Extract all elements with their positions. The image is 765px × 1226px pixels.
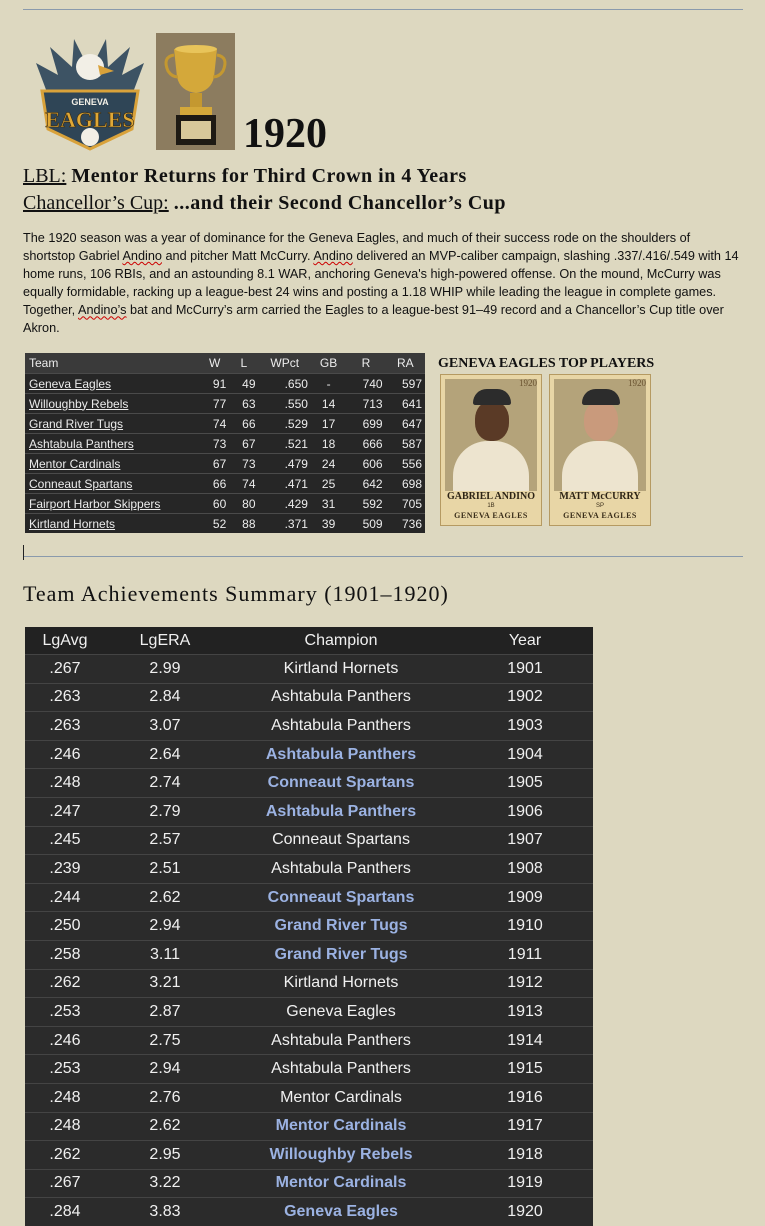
year-cell: 1905 — [457, 769, 593, 798]
champion-cell: Geneva Eagles — [225, 1198, 457, 1226]
team-link[interactable]: Willoughby Rebels — [25, 394, 200, 414]
year-cell: 1914 — [457, 1026, 593, 1055]
year-cell: 1902 — [457, 683, 593, 712]
lgera-cell: 2.51 — [105, 855, 225, 884]
year-cell: 1904 — [457, 740, 593, 769]
champion-cell: Mentor Cardinals — [225, 1169, 457, 1198]
champion-cell: Conneaut Spartans — [225, 826, 457, 855]
table-row — [25, 414, 425, 434]
stat-cell: 592 — [346, 494, 385, 514]
stat-cell: .371 — [259, 514, 311, 534]
table-row — [25, 855, 593, 884]
stat-cell: 597 — [386, 374, 425, 394]
champion-cell: Willoughby Rebels — [225, 1141, 457, 1170]
table-row — [25, 969, 593, 998]
team-link[interactable]: Fairport Harbor Skippers — [25, 494, 200, 514]
table-row — [25, 1141, 593, 1170]
table-row — [25, 655, 593, 684]
svg-text:EAGLES: EAGLES — [45, 107, 135, 132]
stat-cell: 80 — [229, 494, 258, 514]
player-photo — [554, 379, 646, 491]
stat-cell: 73 — [229, 454, 258, 474]
year-cell: 1912 — [457, 969, 593, 998]
champion-cell: Ashtabula Panthers — [225, 855, 457, 884]
table-row — [25, 683, 593, 712]
top-players-title: GENEVA EAGLES TOP PLAYERS — [438, 356, 655, 371]
lgavg-cell: .267 — [25, 655, 105, 684]
col-lgera: LgERA — [105, 627, 225, 655]
stat-cell: .521 — [259, 434, 311, 454]
table-row — [25, 826, 593, 855]
year-cell: 1901 — [457, 655, 593, 684]
cap-icon — [582, 389, 620, 405]
lgera-cell: 2.75 — [105, 1026, 225, 1055]
champion-cell: Kirtland Hornets — [225, 655, 457, 684]
col-wpct: WPct — [259, 353, 311, 374]
year-cell: 1903 — [457, 712, 593, 741]
table-row — [25, 494, 425, 514]
stat-cell: 587 — [386, 434, 425, 454]
headline-cup — [23, 191, 506, 215]
year-cell: 1917 — [457, 1112, 593, 1141]
lgavg-cell: .263 — [25, 712, 105, 741]
stat-cell: 24 — [311, 454, 346, 474]
stat-cell: .650 — [259, 374, 311, 394]
stat-cell: 647 — [386, 414, 425, 434]
stat-cell: 77 — [200, 394, 229, 414]
stat-cell: 74 — [200, 414, 229, 434]
stat-cell: 17 — [311, 414, 346, 434]
stat-cell: 88 — [229, 514, 258, 534]
jersey — [453, 441, 529, 491]
lgavg-cell: .284 — [25, 1198, 105, 1226]
champion-cell: Mentor Cardinals — [225, 1083, 457, 1112]
stat-cell: 606 — [346, 454, 385, 474]
player-head — [475, 401, 509, 441]
champion-cell: Grand River Tugs — [225, 940, 457, 969]
lgavg-cell: .253 — [25, 1055, 105, 1084]
player-team: GENEVA EAGLES — [563, 511, 637, 520]
player-position: 1B — [487, 503, 495, 509]
year-cell: 1908 — [457, 855, 593, 884]
lgavg-cell: .253 — [25, 998, 105, 1027]
table-row — [25, 1169, 593, 1198]
champion-cell: Grand River Tugs — [225, 912, 457, 941]
player-team: GENEVA EAGLES — [454, 511, 528, 520]
misspelled-word: Andino — [122, 249, 162, 264]
col-lgavg: LgAvg — [25, 627, 105, 655]
champion-cell: Mentor Cardinals — [225, 1112, 457, 1141]
season-year: 1920 — [243, 111, 327, 157]
lgera-cell: 3.07 — [105, 712, 225, 741]
lgavg-cell: .258 — [25, 940, 105, 969]
table-row — [25, 769, 593, 798]
table-row — [25, 514, 425, 534]
headline-cup-text: ...and their Second Chancellor’s Cup — [173, 192, 507, 214]
achievements-table — [25, 627, 593, 1226]
player-name: GABRIEL ANDINO — [446, 491, 536, 502]
stat-cell: 740 — [346, 374, 385, 394]
stat-cell: 67 — [200, 454, 229, 474]
table-row — [25, 940, 593, 969]
player-head — [584, 401, 618, 441]
card-year: 1920 — [628, 378, 646, 388]
stat-cell: 699 — [346, 414, 385, 434]
trophy-image — [156, 33, 235, 150]
player-card — [440, 374, 542, 526]
stat-cell: 73 — [200, 434, 229, 454]
champion-cell: Ashtabula Panthers — [225, 740, 457, 769]
stat-cell: - — [311, 374, 346, 394]
standings-header-row — [25, 353, 425, 374]
table-row — [25, 1026, 593, 1055]
stat-cell: .429 — [259, 494, 311, 514]
col-gb: GB — [311, 353, 346, 374]
year-cell: 1906 — [457, 797, 593, 826]
table-row — [25, 454, 425, 474]
lgera-cell: 2.94 — [105, 1055, 225, 1084]
stat-cell: 509 — [346, 514, 385, 534]
col-ra: RA — [386, 353, 425, 374]
lgavg-cell: .244 — [25, 883, 105, 912]
year-cell: 1909 — [457, 883, 593, 912]
top-rule — [23, 9, 743, 10]
geneva-eagles-logo — [28, 33, 152, 151]
stat-cell: 74 — [229, 474, 258, 494]
team-link[interactable]: Kirtland Hornets — [25, 514, 200, 534]
champion-cell: Ashtabula Panthers — [225, 683, 457, 712]
champion-cell: Geneva Eagles — [225, 998, 457, 1027]
lgera-cell: 2.87 — [105, 998, 225, 1027]
stat-cell: 91 — [200, 374, 229, 394]
stat-cell: 18 — [311, 434, 346, 454]
stat-cell: .479 — [259, 454, 311, 474]
year-cell: 1911 — [457, 940, 593, 969]
player-card — [549, 374, 651, 526]
table-row — [25, 998, 593, 1027]
team-link[interactable]: Mentor Cardinals — [25, 454, 200, 474]
year-cell: 1916 — [457, 1083, 593, 1112]
lgera-cell: 2.74 — [105, 769, 225, 798]
stat-cell: 66 — [229, 414, 258, 434]
stat-cell: 31 — [311, 494, 346, 514]
stat-cell: .529 — [259, 414, 311, 434]
champion-cell: Ashtabula Panthers — [225, 797, 457, 826]
table-row — [25, 797, 593, 826]
lgera-cell: 2.84 — [105, 683, 225, 712]
year-cell: 1919 — [457, 1169, 593, 1198]
team-link[interactable]: Ashtabula Panthers — [25, 434, 200, 454]
lgavg-cell: .262 — [25, 969, 105, 998]
stat-cell: 642 — [346, 474, 385, 494]
table-row — [25, 912, 593, 941]
stat-cell: 14 — [311, 394, 346, 414]
lgera-cell: 3.22 — [105, 1169, 225, 1198]
lgavg-cell: .239 — [25, 855, 105, 884]
champion-cell: Conneaut Spartans — [225, 769, 457, 798]
stat-cell: 52 — [200, 514, 229, 534]
year-cell: 1915 — [457, 1055, 593, 1084]
lgera-cell: 2.94 — [105, 912, 225, 941]
stat-cell: 25 — [311, 474, 346, 494]
champion-cell: Conneaut Spartans — [225, 883, 457, 912]
lgera-cell: 2.62 — [105, 883, 225, 912]
stat-cell: 63 — [229, 394, 258, 414]
lgera-cell: 2.79 — [105, 797, 225, 826]
stat-cell: 641 — [386, 394, 425, 414]
stat-cell: 49 — [229, 374, 258, 394]
year-cell: 1920 — [457, 1198, 593, 1226]
lgavg-cell: .262 — [25, 1141, 105, 1170]
stat-cell: 60 — [200, 494, 229, 514]
lgera-cell: 2.76 — [105, 1083, 225, 1112]
table-row — [25, 394, 425, 414]
team-link[interactable]: Conneaut Spartans — [25, 474, 200, 494]
table-row — [25, 712, 593, 741]
team-link[interactable]: Geneva Eagles — [25, 374, 200, 394]
year-cell: 1918 — [457, 1141, 593, 1170]
lgavg-cell: .250 — [25, 912, 105, 941]
table-row — [25, 1083, 593, 1112]
table-row — [25, 1112, 593, 1141]
headline-lbl — [23, 164, 467, 188]
champion-cell: Kirtland Hornets — [225, 969, 457, 998]
lgera-cell: 2.64 — [105, 740, 225, 769]
svg-text:GENEVA: GENEVA — [71, 97, 109, 107]
table-row — [25, 374, 425, 394]
card-year: 1920 — [519, 378, 537, 388]
team-link[interactable]: Grand River Tugs — [25, 414, 200, 434]
lgera-cell: 2.95 — [105, 1141, 225, 1170]
table-row — [25, 1055, 593, 1084]
table-row — [25, 883, 593, 912]
misspelled-word: Andino — [313, 249, 353, 264]
champion-cell: Ashtabula Panthers — [225, 1026, 457, 1055]
lgera-cell: 2.62 — [105, 1112, 225, 1141]
col-year: Year — [457, 627, 593, 655]
cap-icon — [473, 389, 511, 405]
lgera-cell: 3.83 — [105, 1198, 225, 1226]
lgera-cell: 3.11 — [105, 940, 225, 969]
champion-cell: Ashtabula Panthers — [225, 1055, 457, 1084]
champion-cell: Ashtabula Panthers — [225, 712, 457, 741]
stat-cell: .471 — [259, 474, 311, 494]
year-cell: 1910 — [457, 912, 593, 941]
table-row — [25, 740, 593, 769]
text-cursor — [23, 545, 24, 560]
stat-cell: 705 — [386, 494, 425, 514]
player-position: SP — [595, 503, 604, 509]
season-summary: The 1920 season was a year of dominance for the Geneva Eagles, and much of their success rode on the shoulders of shortstop Gabriel Andino and pitcher Matt McCurry. Andino delivered an MVP-caliber campaign, slashing .337/.416/.549 with 14 home runs, 106 RBIs, and an astounding 8.1 WAR, anchoring Geneva's high-powered offense. On the mound, McCurry was equally formidable, racking up a league-best 24 wins and posting a 1.18 WHIP while leading the league in complete games. Together, Andino’s bat and McCurry’s arm carried the Eagles to a league-best 91–49 record and a Chancellor’s Cup title over Akron. — [23, 231, 739, 336]
stat-cell: 698 — [386, 474, 425, 494]
lgavg-cell: .246 — [25, 1026, 105, 1055]
stat-cell: 666 — [346, 434, 385, 454]
lgavg-cell: .245 — [25, 826, 105, 855]
year-cell: 1913 — [457, 998, 593, 1027]
player-photo — [445, 379, 537, 491]
standings-table — [25, 353, 425, 533]
table-row — [25, 1198, 593, 1226]
stat-cell: 556 — [386, 454, 425, 474]
achievements-header-row — [25, 627, 593, 655]
col-champion: Champion — [225, 627, 457, 655]
stat-cell: 736 — [386, 514, 425, 534]
misspelled-word: Andino’s — [78, 303, 127, 318]
stat-cell: 39 — [311, 514, 346, 534]
lgera-cell: 2.57 — [105, 826, 225, 855]
headline-lbl-label: LBL: — [23, 165, 67, 187]
player-name: MATT McCURRY — [559, 491, 641, 502]
headline-lbl-text: Mentor Returns for Third Crown in 4 Years — [71, 165, 467, 187]
section-rule — [23, 556, 743, 557]
achievements-title: Team Achievements Summary (1901–1920) — [23, 581, 449, 606]
col-l: L — [229, 353, 258, 374]
lgavg-cell: .263 — [25, 683, 105, 712]
lgavg-cell: .267 — [25, 1169, 105, 1198]
stat-cell: 713 — [346, 394, 385, 414]
year-cell: 1907 — [457, 826, 593, 855]
stat-cell: 67 — [229, 434, 258, 454]
col-r: R — [346, 353, 385, 374]
lgera-cell: 2.99 — [105, 655, 225, 684]
stat-cell: 66 — [200, 474, 229, 494]
stat-cell: .550 — [259, 394, 311, 414]
table-row — [25, 474, 425, 494]
lgera-cell: 3.21 — [105, 969, 225, 998]
lgavg-cell: .248 — [25, 1112, 105, 1141]
headline-cup-label: Chancellor’s Cup: — [23, 192, 169, 214]
lgavg-cell: .248 — [25, 769, 105, 798]
jersey — [562, 441, 638, 491]
table-row — [25, 434, 425, 454]
col-team: Team — [25, 353, 200, 374]
lgavg-cell: .248 — [25, 1083, 105, 1112]
lgavg-cell: .247 — [25, 797, 105, 826]
col-w: W — [200, 353, 229, 374]
lgavg-cell: .246 — [25, 740, 105, 769]
